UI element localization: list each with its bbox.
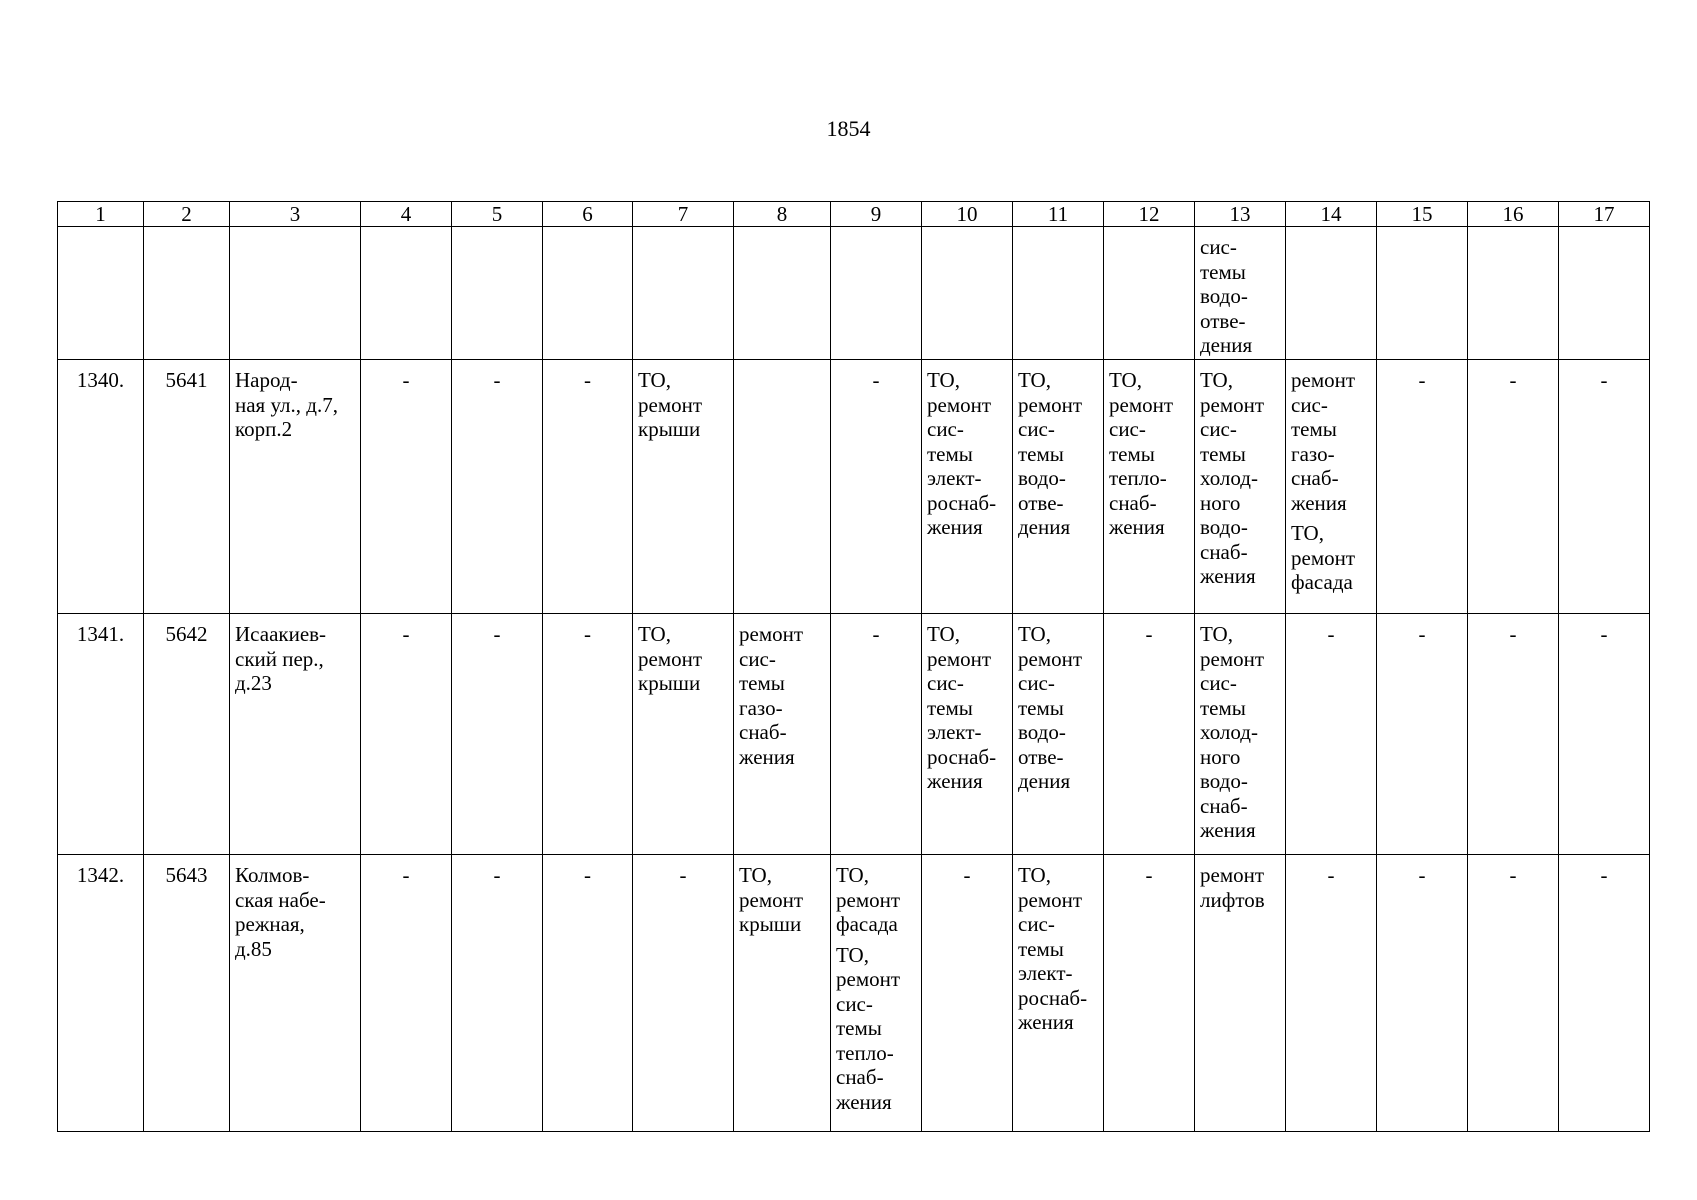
table-cell: ТО, ремонт крыши	[734, 855, 831, 1132]
table-cell: сис- темы водо- отве- дения	[1195, 227, 1286, 360]
table-cell: -	[452, 614, 543, 855]
address-cell: Колмов- ская набе- режная, д.85	[230, 855, 361, 1132]
table-cell	[1377, 227, 1468, 360]
table-cell: -	[1559, 360, 1650, 614]
table-cell: -	[361, 855, 452, 1132]
table-cell: -	[1286, 855, 1377, 1132]
table-cell: -	[1468, 855, 1559, 1132]
table-cell: -	[1559, 614, 1650, 855]
table-cell: -	[543, 614, 633, 855]
table-row	[58, 360, 1650, 614]
table-cell-extra: ТО, ремонт фасада	[1291, 521, 1356, 594]
table-row	[58, 855, 1650, 1132]
column-number: 3	[230, 202, 361, 227]
table-cell: ТО, ремонт сис- темы элект- роснаб- жения	[922, 614, 1013, 855]
address-cell: Народ- ная ул., д.7, корп.2	[230, 360, 361, 614]
table-cell	[144, 227, 230, 360]
table-cell	[230, 227, 361, 360]
column-number: 4	[361, 202, 452, 227]
table-cell	[1013, 227, 1104, 360]
column-number: 12	[1104, 202, 1195, 227]
table-cell: ТО, ремонт сис- темы тепло- снаб- жения	[1104, 360, 1195, 614]
table-cell: -	[361, 614, 452, 855]
column-number: 13	[1195, 202, 1286, 227]
page-number: 1854	[826, 116, 871, 141]
table-cell: ТО, ремонт крыши	[633, 360, 734, 614]
row-number-cell: 1341.	[58, 614, 144, 855]
table-cell: -	[361, 360, 452, 614]
table-cell	[361, 227, 452, 360]
table-cell: ремонт сис- темы газо- снаб- жения	[734, 614, 831, 855]
table-cell: -	[1104, 855, 1195, 1132]
table-cell: -	[633, 855, 734, 1132]
table-cell: -	[1286, 614, 1377, 855]
table-cell-extra: ТО, ремонт сис- темы тепло- снаб- жения	[836, 942, 901, 1114]
table-cell	[58, 227, 144, 360]
column-number: 2	[144, 202, 230, 227]
table-cell: ТО, ремонт сис- темы водо- отве- дения	[1013, 360, 1104, 614]
table-cell: -	[831, 360, 922, 614]
table-cell: -	[1377, 614, 1468, 855]
row-number-cell: 1340.	[58, 360, 144, 614]
column-number: 16	[1468, 202, 1559, 227]
object-code-cell: 5643	[144, 855, 230, 1132]
row-number-cell: 1342.	[58, 855, 144, 1132]
table-cell	[1286, 227, 1377, 360]
column-number: 7	[633, 202, 734, 227]
table-cell: ремонт сис- темы газо- снаб- жения ТО, ремонт фасада	[1286, 360, 1377, 614]
column-number-row	[58, 202, 1650, 227]
table-cell	[633, 227, 734, 360]
table-cell	[543, 227, 633, 360]
column-number: 1	[58, 202, 144, 227]
table-cell	[922, 227, 1013, 360]
table-row	[58, 227, 1650, 360]
column-number: 10	[922, 202, 1013, 227]
table-cell	[734, 227, 831, 360]
column-number: 17	[1559, 202, 1650, 227]
table-cell: -	[831, 614, 922, 855]
table-cell: ТО, ремонт фасада ТО, ремонт сис- темы тепло- снаб- жения	[831, 855, 922, 1132]
table-cell: -	[1468, 614, 1559, 855]
table-cell: -	[452, 855, 543, 1132]
table-cell	[1468, 227, 1559, 360]
table-cell: ТО, ремонт сис- темы элект- роснаб- жения	[922, 360, 1013, 614]
data-table	[57, 201, 1650, 1132]
table-cell	[1104, 227, 1195, 360]
table-cell: -	[922, 855, 1013, 1132]
table-cell	[452, 227, 543, 360]
column-number: 9	[831, 202, 922, 227]
table-cell: -	[1377, 855, 1468, 1132]
column-number: 5	[452, 202, 543, 227]
table-cell: ремонт лифтов	[1195, 855, 1286, 1132]
table-cell	[1559, 227, 1650, 360]
table-cell: -	[1468, 360, 1559, 614]
address-cell: Исаакиев- ский пер., д.23	[230, 614, 361, 855]
column-number: 14	[1286, 202, 1377, 227]
table-cell: -	[1104, 614, 1195, 855]
table-cell	[831, 227, 922, 360]
table-cell	[734, 360, 831, 614]
table-cell: ТО, ремонт крыши	[633, 614, 734, 855]
column-number: 6	[543, 202, 633, 227]
object-code-cell: 5642	[144, 614, 230, 855]
table-cell: ТО, ремонт сис- темы холод- ного водо- снаб- жения	[1195, 360, 1286, 614]
table-cell: -	[1559, 855, 1650, 1132]
table-row	[58, 614, 1650, 855]
table-cell: -	[543, 855, 633, 1132]
table-cell: ТО, ремонт сис- темы элект- роснаб- жения	[1013, 855, 1104, 1132]
table-cell: ТО, ремонт сис- темы холод- ного водо- снаб- жения	[1195, 614, 1286, 855]
table-cell: -	[543, 360, 633, 614]
column-number: 8	[734, 202, 831, 227]
table-cell: ТО, ремонт сис- темы водо- отве- дения	[1013, 614, 1104, 855]
object-code-cell: 5641	[144, 360, 230, 614]
column-number: 15	[1377, 202, 1468, 227]
table-cell: -	[1377, 360, 1468, 614]
table-cell: -	[452, 360, 543, 614]
column-number: 11	[1013, 202, 1104, 227]
